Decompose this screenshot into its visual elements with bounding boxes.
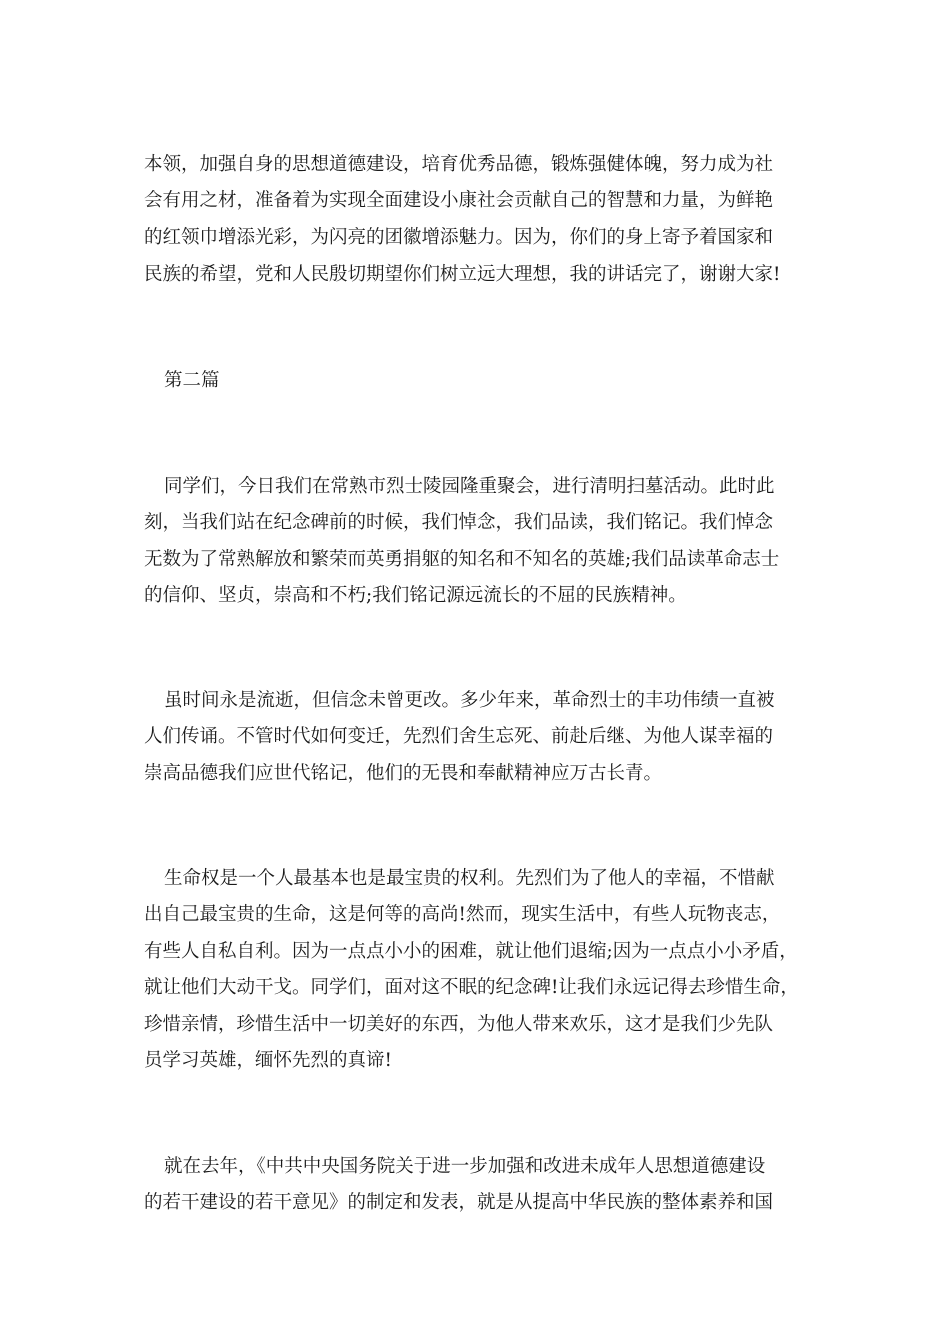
text-line: 会有用之材，准备着为实现全面建设小康社会贡献自己的智慧和力量，为鲜艳 [144, 190, 774, 211]
text-line: 的红领巾增添光彩，为闪亮的团徽增添魅力。因为，你们的身上寄予着国家和 [144, 227, 774, 248]
text-line: 民族的希望，党和人民殷切期望你们树立远大理想，我的讲话完了，谢谢大家! [144, 264, 781, 285]
text-line: 有些人自私自利。因为一点点小小的困难，就让他们退缩;因为一点点小小矛盾， [144, 941, 798, 962]
text-line: 虽时间永是流逝，但信念未曾更改。多少年来，革命烈士的丰功伟绩一直被 [164, 690, 775, 711]
text-line: 的信仰、坚贞，崇高和不朽;我们铭记源远流长的不屈的民族精神。 [144, 585, 687, 606]
text-line: 本领，加强自身的思想道德建设，培育优秀品德，锻炼强健体魄，努力成为社 [144, 154, 774, 175]
text-line: 出自己最宝贵的生命，这是何等的高尚!然而，现实生活中，有些人玩物丧志， [144, 904, 781, 925]
text-line: 生命权是一个人最基本也是最宝贵的权利。先烈们为了他人的幸福，不惜献 [164, 868, 775, 889]
text-line: 刻，当我们站在纪念碑前的时候，我们悼念，我们品读，我们铭记。我们悼念 [144, 512, 774, 533]
text-line: 无数为了常熟解放和繁荣而英勇捐躯的知名和不知名的英雄;我们品读革命志士 [144, 549, 780, 570]
text-line: 同学们，今日我们在常熟市烈士陵园隆重聚会，进行清明扫墓活动。此时此 [164, 476, 775, 497]
text-line: 崇高品德我们应世代铭记，他们的无畏和奉献精神应万古长青。 [144, 763, 663, 784]
section-title: 第二篇 [164, 370, 220, 391]
text-line: 的若干建设的若干意见》的制定和发表，就是从提高中华民族的整体素养和国 [144, 1192, 774, 1213]
text-line: 珍惜亲情，珍惜生活中一切美好的东西，为他人带来欢乐，这才是我们少先队 [144, 1014, 774, 1035]
text-line: 就在去年，《中共中央国务院关于进一步加强和改进未成年人思想道德建设 [164, 1156, 766, 1177]
text-line: 员学习英雄，缅怀先烈的真谛! [144, 1050, 392, 1071]
text-line: 人们传诵。不管时代如何变迁，先烈们舍生忘死、前赴后继、为他人谋幸福的 [144, 726, 774, 747]
text-line: 就让他们大动干戈。同学们，面对这不眠的纪念碑!让我们永远记得去珍惜生命， [144, 977, 799, 998]
